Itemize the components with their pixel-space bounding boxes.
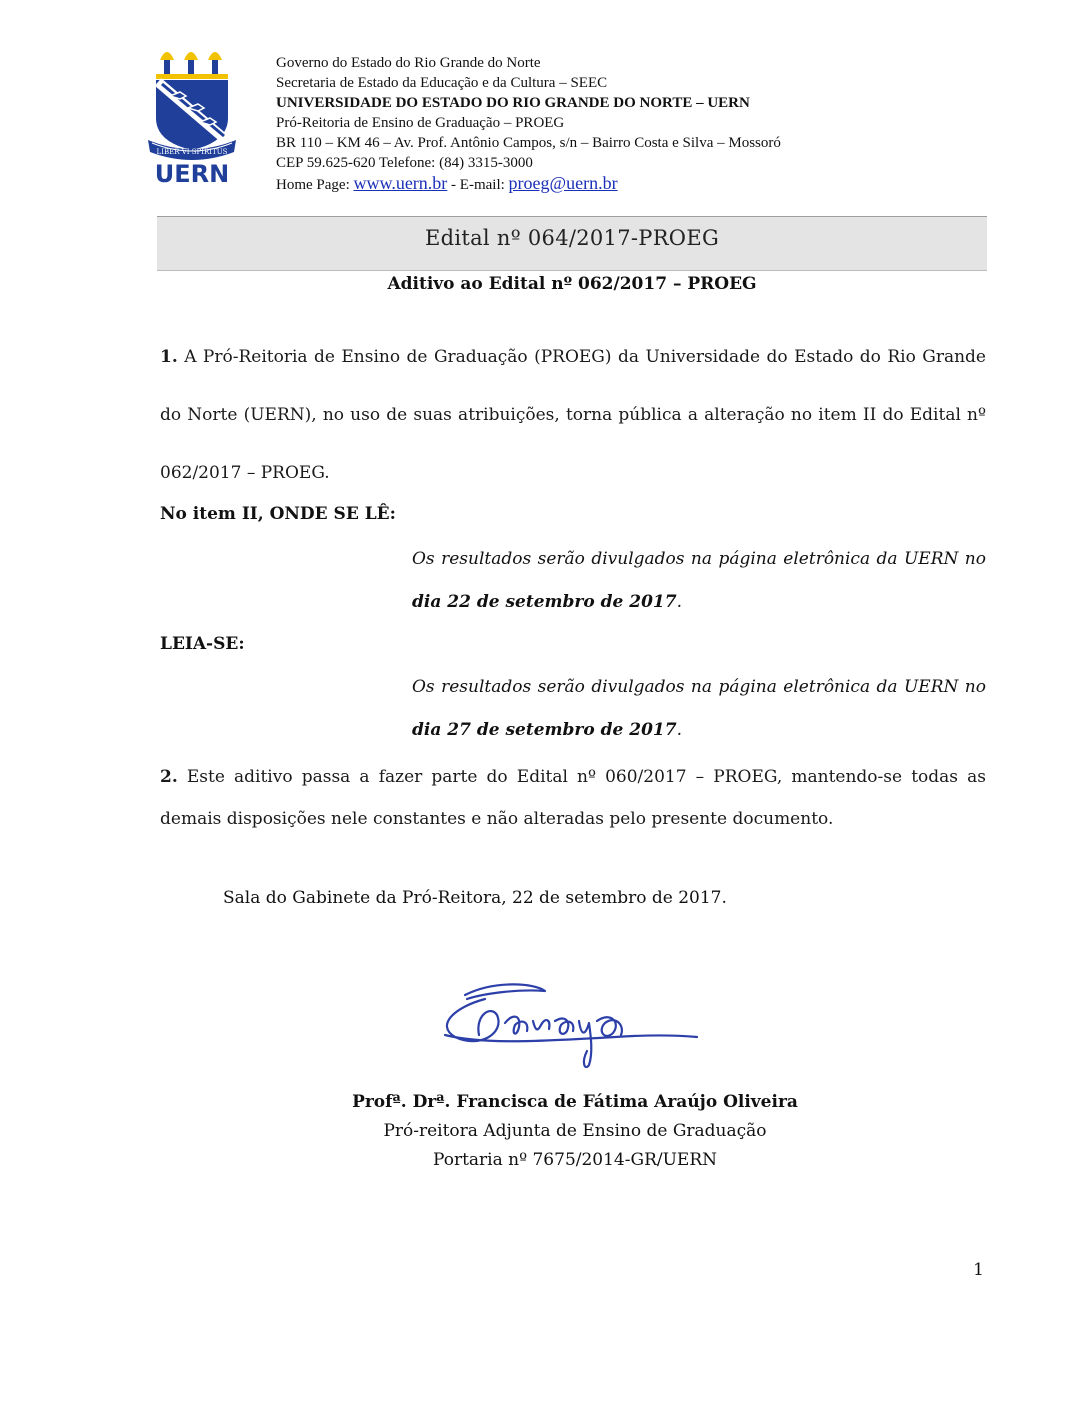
letterhead bbox=[276, 53, 976, 195]
paragraph-2 bbox=[160, 756, 986, 840]
paragraph-1 bbox=[160, 328, 986, 502]
leia-se-label: LEIA-SE: bbox=[160, 634, 245, 654]
quote-end: . bbox=[676, 720, 682, 740]
header-line: UNIVERSIDADE DO ESTADO DO RIO GRANDE DO NORTE – UERN bbox=[276, 95, 750, 111]
document-subtitle: Aditivo ao Edital nº 062/2017 – PROEG bbox=[387, 274, 757, 294]
quote-date: dia 27 de setembro de 2017 bbox=[412, 720, 677, 740]
uern-logo bbox=[144, 46, 240, 186]
signer-role: Pró-reitora Adjunta de Ensino de Graduação bbox=[383, 1121, 767, 1141]
quote-date: dia 22 de setembro de 2017 bbox=[412, 592, 677, 612]
paragraph-text: Este aditivo passa a fazer parte do Edital nº 060/2017 – PROEG, mantendo-se todas as demais disposições nele constantes e não alteradas pelo presente documento. bbox=[160, 767, 986, 829]
svg-text:LIBER VI SPIRITUS: LIBER VI SPIRITUS bbox=[156, 148, 228, 156]
header-line: Pró-Reitoria de Ensino de Graduação – PROEG bbox=[276, 115, 565, 131]
quote-text: Os resultados serão divulgados na página eletrônica da UERN no bbox=[412, 549, 986, 569]
page-number: 1 bbox=[973, 1260, 984, 1280]
header-line: CEP 59.625-620 Telefone: (84) 3315-3000 bbox=[276, 155, 533, 171]
item-number: 1. bbox=[160, 347, 178, 367]
amended-text-quote bbox=[412, 666, 986, 752]
handwritten-signature bbox=[425, 975, 705, 1070]
signer-name: Profª. Drª. Francisca de Fátima Araújo Oliveira bbox=[352, 1092, 798, 1112]
document-title: Edital nº 064/2017-PROEG bbox=[424, 226, 720, 250]
onde-se-le-label: No item II, ONDE SE LÊ: bbox=[160, 504, 396, 524]
item-number: 2. bbox=[160, 767, 178, 787]
signer-portaria: Portaria nº 7675/2014-GR/UERN bbox=[432, 1150, 718, 1170]
svg-text:UERN: UERN bbox=[154, 160, 230, 186]
website-link[interactable]: www.uern.br bbox=[353, 173, 448, 193]
signature-block bbox=[300, 1088, 850, 1175]
header-line: Governo do Estado do Rio Grande do Norte bbox=[276, 55, 541, 71]
header-line: BR 110 – KM 46 – Av. Prof. Antônio Campos, s/n – Bairro Costa e Silva – Mossoró bbox=[276, 135, 781, 151]
place-date: Sala do Gabinete da Pró-Reitora, 22 de setembro de 2017. bbox=[223, 888, 727, 908]
paragraph-text: A Pró-Reitoria de Ensino de Graduação (PROEG) da Universidade do Estado do Rio Grande do Norte (UERN), no uso de suas atribuições, torna pública a alteração no item II do Edital nº 062/2017 – PROEG. bbox=[160, 347, 986, 483]
title-box bbox=[157, 216, 987, 271]
quote-text: Os resultados serão divulgados na página eletrônica da UERN no bbox=[412, 677, 986, 697]
quote-end: . bbox=[676, 592, 682, 612]
email-link[interactable]: proeg@uern.br bbox=[508, 173, 618, 193]
header-line: Secretaria de Estado da Educação e da Cultura – SEEC bbox=[276, 75, 608, 91]
home-label: Home Page: bbox=[276, 177, 350, 193]
original-text-quote bbox=[412, 538, 986, 624]
email-label: - E-mail: bbox=[451, 177, 505, 193]
torch-icon bbox=[156, 52, 228, 79]
header-contacts bbox=[276, 173, 976, 195]
